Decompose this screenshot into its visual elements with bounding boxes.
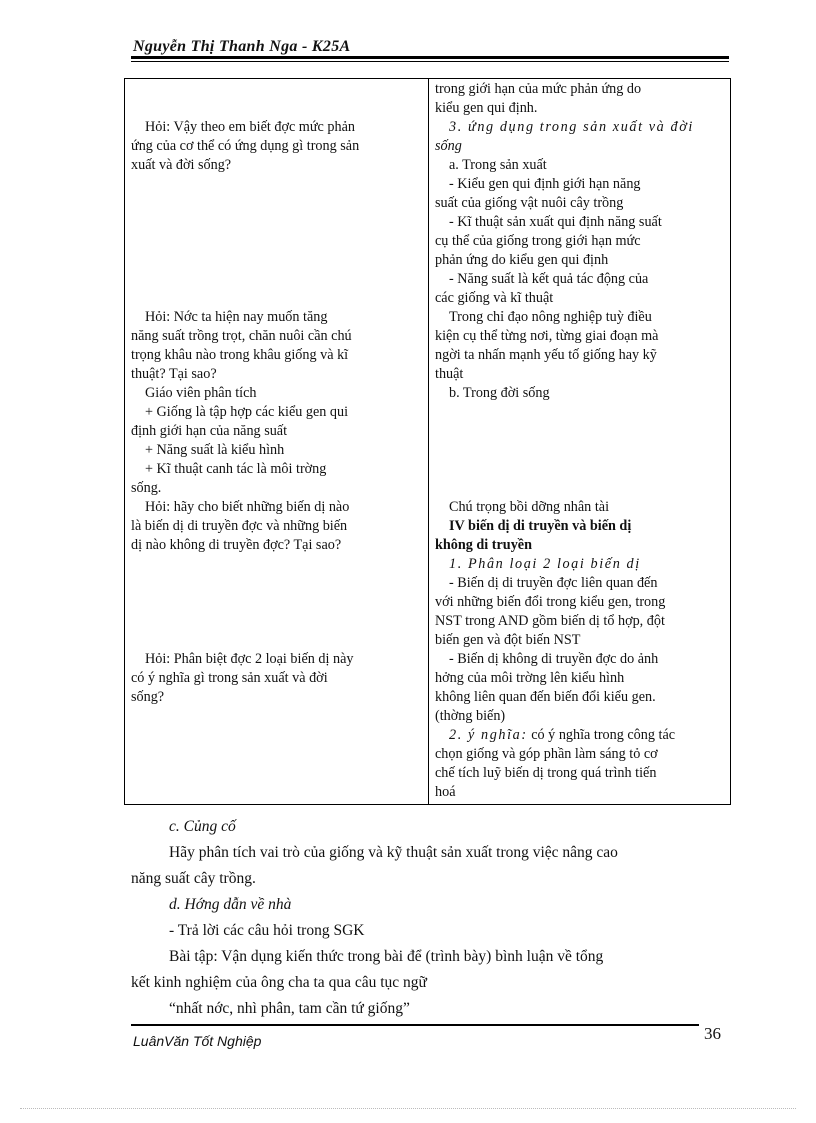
analysis-line: + Năng suất là kiểu hình — [145, 442, 285, 458]
header-rule-thick — [131, 56, 729, 59]
question-2-line: năng suất trồng trọt, chăn nuôi cần chú — [131, 328, 352, 344]
bottom-dotted-line — [20, 1108, 796, 1109]
intro-line: trong giới hạn của mức phản ứng do — [435, 81, 642, 97]
question-3-line: Hỏi: hãy cho biết những biến dị nào — [145, 499, 350, 515]
page-number: 36 — [704, 1024, 721, 1043]
section-2-line: chọn giống và góp phần làm sáng tỏ cơ — [435, 746, 658, 762]
question-2-line: thuật? Tại sao? — [131, 366, 217, 382]
question-2-line: trọng khâu nào trong khâu giống và kĩ — [131, 347, 349, 363]
content-column — [429, 79, 731, 805]
question-4-line: Hỏi: Phân biệt đợc 2 loại biến dị này — [145, 651, 354, 667]
subsection-a-line: các giống và kĩ thuật — [435, 290, 554, 306]
footer-label: LuânVăn Tốt Nghiệp — [133, 1033, 262, 1049]
analysis-line: định giới hạn của năng suất — [131, 423, 288, 439]
section-2-line: hoá — [435, 784, 456, 800]
section-1-line: biến gen và đột biến NST — [435, 632, 581, 648]
section-1-line: (thờng biến) — [435, 708, 506, 724]
subsection-a-line: - Kĩ thuật sản xuất qui định năng suất — [449, 214, 662, 230]
subsection-a-line: Trong chỉ đạo nông nghiệp tuỳ điều — [449, 309, 652, 325]
homework-text: kết kinh nghiệm của ông cha ta qua câu tục ngữ — [131, 974, 427, 991]
subsection-a-line: cụ thể của giống trong giới hạn mức — [435, 233, 641, 249]
homework-item: - Trả lời các câu hỏi trong SGK — [169, 922, 365, 939]
question-1-line: xuất và đời sống? — [131, 157, 232, 173]
section-1-title: 1. Phân loại 2 loại biến dị — [449, 556, 641, 572]
footer-rule — [131, 1024, 699, 1026]
section-iv-title: IV biến dị di truyền và biến dị — [449, 518, 632, 534]
subsection-a-line: ngời ta nhấn mạnh yếu tố giống hay kỹ — [435, 347, 657, 363]
consolidation-text: năng suất cây trồng. — [131, 870, 256, 887]
section-2-line: có ý nghĩa trong công tác — [527, 727, 676, 743]
section-2-label: 2. ý nghĩa: — [449, 727, 528, 743]
header-author: Nguyễn Thị Thanh Nga - K25A — [133, 38, 351, 55]
lesson-table — [124, 78, 731, 805]
subsection-a-line: suất của giống vật nuôi cây trồng — [435, 195, 624, 211]
header-rule-thin — [131, 61, 729, 62]
question-4-line: có ý nghĩa gì trong sản xuất và đời — [131, 670, 328, 686]
section-3-title: 3. ứng dụng trong sản xuất và đời — [449, 119, 694, 135]
homework-title: d. Hớng dẫn về nhà — [169, 896, 292, 913]
section-1-line: - Biến dị không di truyền đợc do ảnh — [449, 651, 659, 667]
consolidation-title: c. Củng cố — [169, 818, 236, 835]
after-table-content — [131, 814, 729, 1022]
section-1-line: NST trong AND gồm biến dị tổ hợp, đột — [435, 613, 665, 629]
section-1-line: không liên quan đến biến đổi kiểu gen. — [435, 689, 656, 705]
proverb-quote: “nhất nớc, nhì phân, tam cần tứ giống” — [169, 1000, 410, 1017]
subsection-a-line: thuật — [435, 366, 464, 382]
question-1-line: ứng của cơ thể có ứng dụng gì trong sản — [131, 138, 360, 154]
section-iv-title: không di truyền — [435, 537, 532, 553]
subsection-a-line: phản ứng do kiểu gen qui định — [435, 252, 609, 268]
section-1-line: hởng của môi trờng lên kiểu hình — [435, 670, 625, 686]
consolidation-text: Hãy phân tích vai trò của giống và kỹ thuật sản xuất trong việc nâng cao — [169, 844, 618, 861]
section-1-line: với những biến đổi trong kiểu gen, trong — [435, 594, 666, 610]
subsection-a-title: a. Trong sản xuất — [449, 157, 547, 173]
question-1-line: Hỏi: Vậy theo em biết đợc mức phản — [145, 119, 355, 135]
subsection-a-line: - Năng suất là kết quả tác động của — [449, 271, 649, 287]
teacher-column — [125, 79, 429, 805]
analysis-line: + Giống là tập hợp các kiểu gen qui — [145, 404, 349, 420]
subsection-a-line: kiện cụ thể từng nơi, từng giai đoạn mà — [435, 328, 659, 344]
section-1-line: - Biến dị di truyền đợc liên quan đến — [449, 575, 658, 591]
subsection-b-note: Chú trọng bồi dỡng nhân tài — [449, 499, 610, 515]
section-2-line: chế tích luỹ biến dị trong quá trình tiến — [435, 765, 657, 781]
section-3-title: sống — [435, 138, 462, 154]
subsection-b-title: b. Trong đời sống — [449, 385, 550, 401]
question-2-line: Hỏi: Nớc ta hiện nay muốn tăng — [145, 309, 328, 325]
subsection-a-line: - Kiểu gen qui định giới hạn năng — [449, 176, 641, 192]
analysis-line: + Kĩ thuật canh tác là môi trờng — [145, 461, 327, 477]
teacher-analysis-label: Giáo viên phân tích — [145, 385, 257, 401]
question-3-line: là biến dị di truyền đợc và những biến — [131, 518, 348, 534]
question-3-line: dị nào không di truyền đợc? Tại sao? — [131, 537, 342, 553]
analysis-line: sống. — [131, 480, 162, 496]
question-4-line: sống? — [131, 689, 165, 705]
intro-line: kiểu gen qui định. — [435, 100, 538, 116]
homework-text: Bài tập: Vận dụng kiến thức trong bài để (trình bày) bình luận về tổng — [169, 948, 604, 965]
